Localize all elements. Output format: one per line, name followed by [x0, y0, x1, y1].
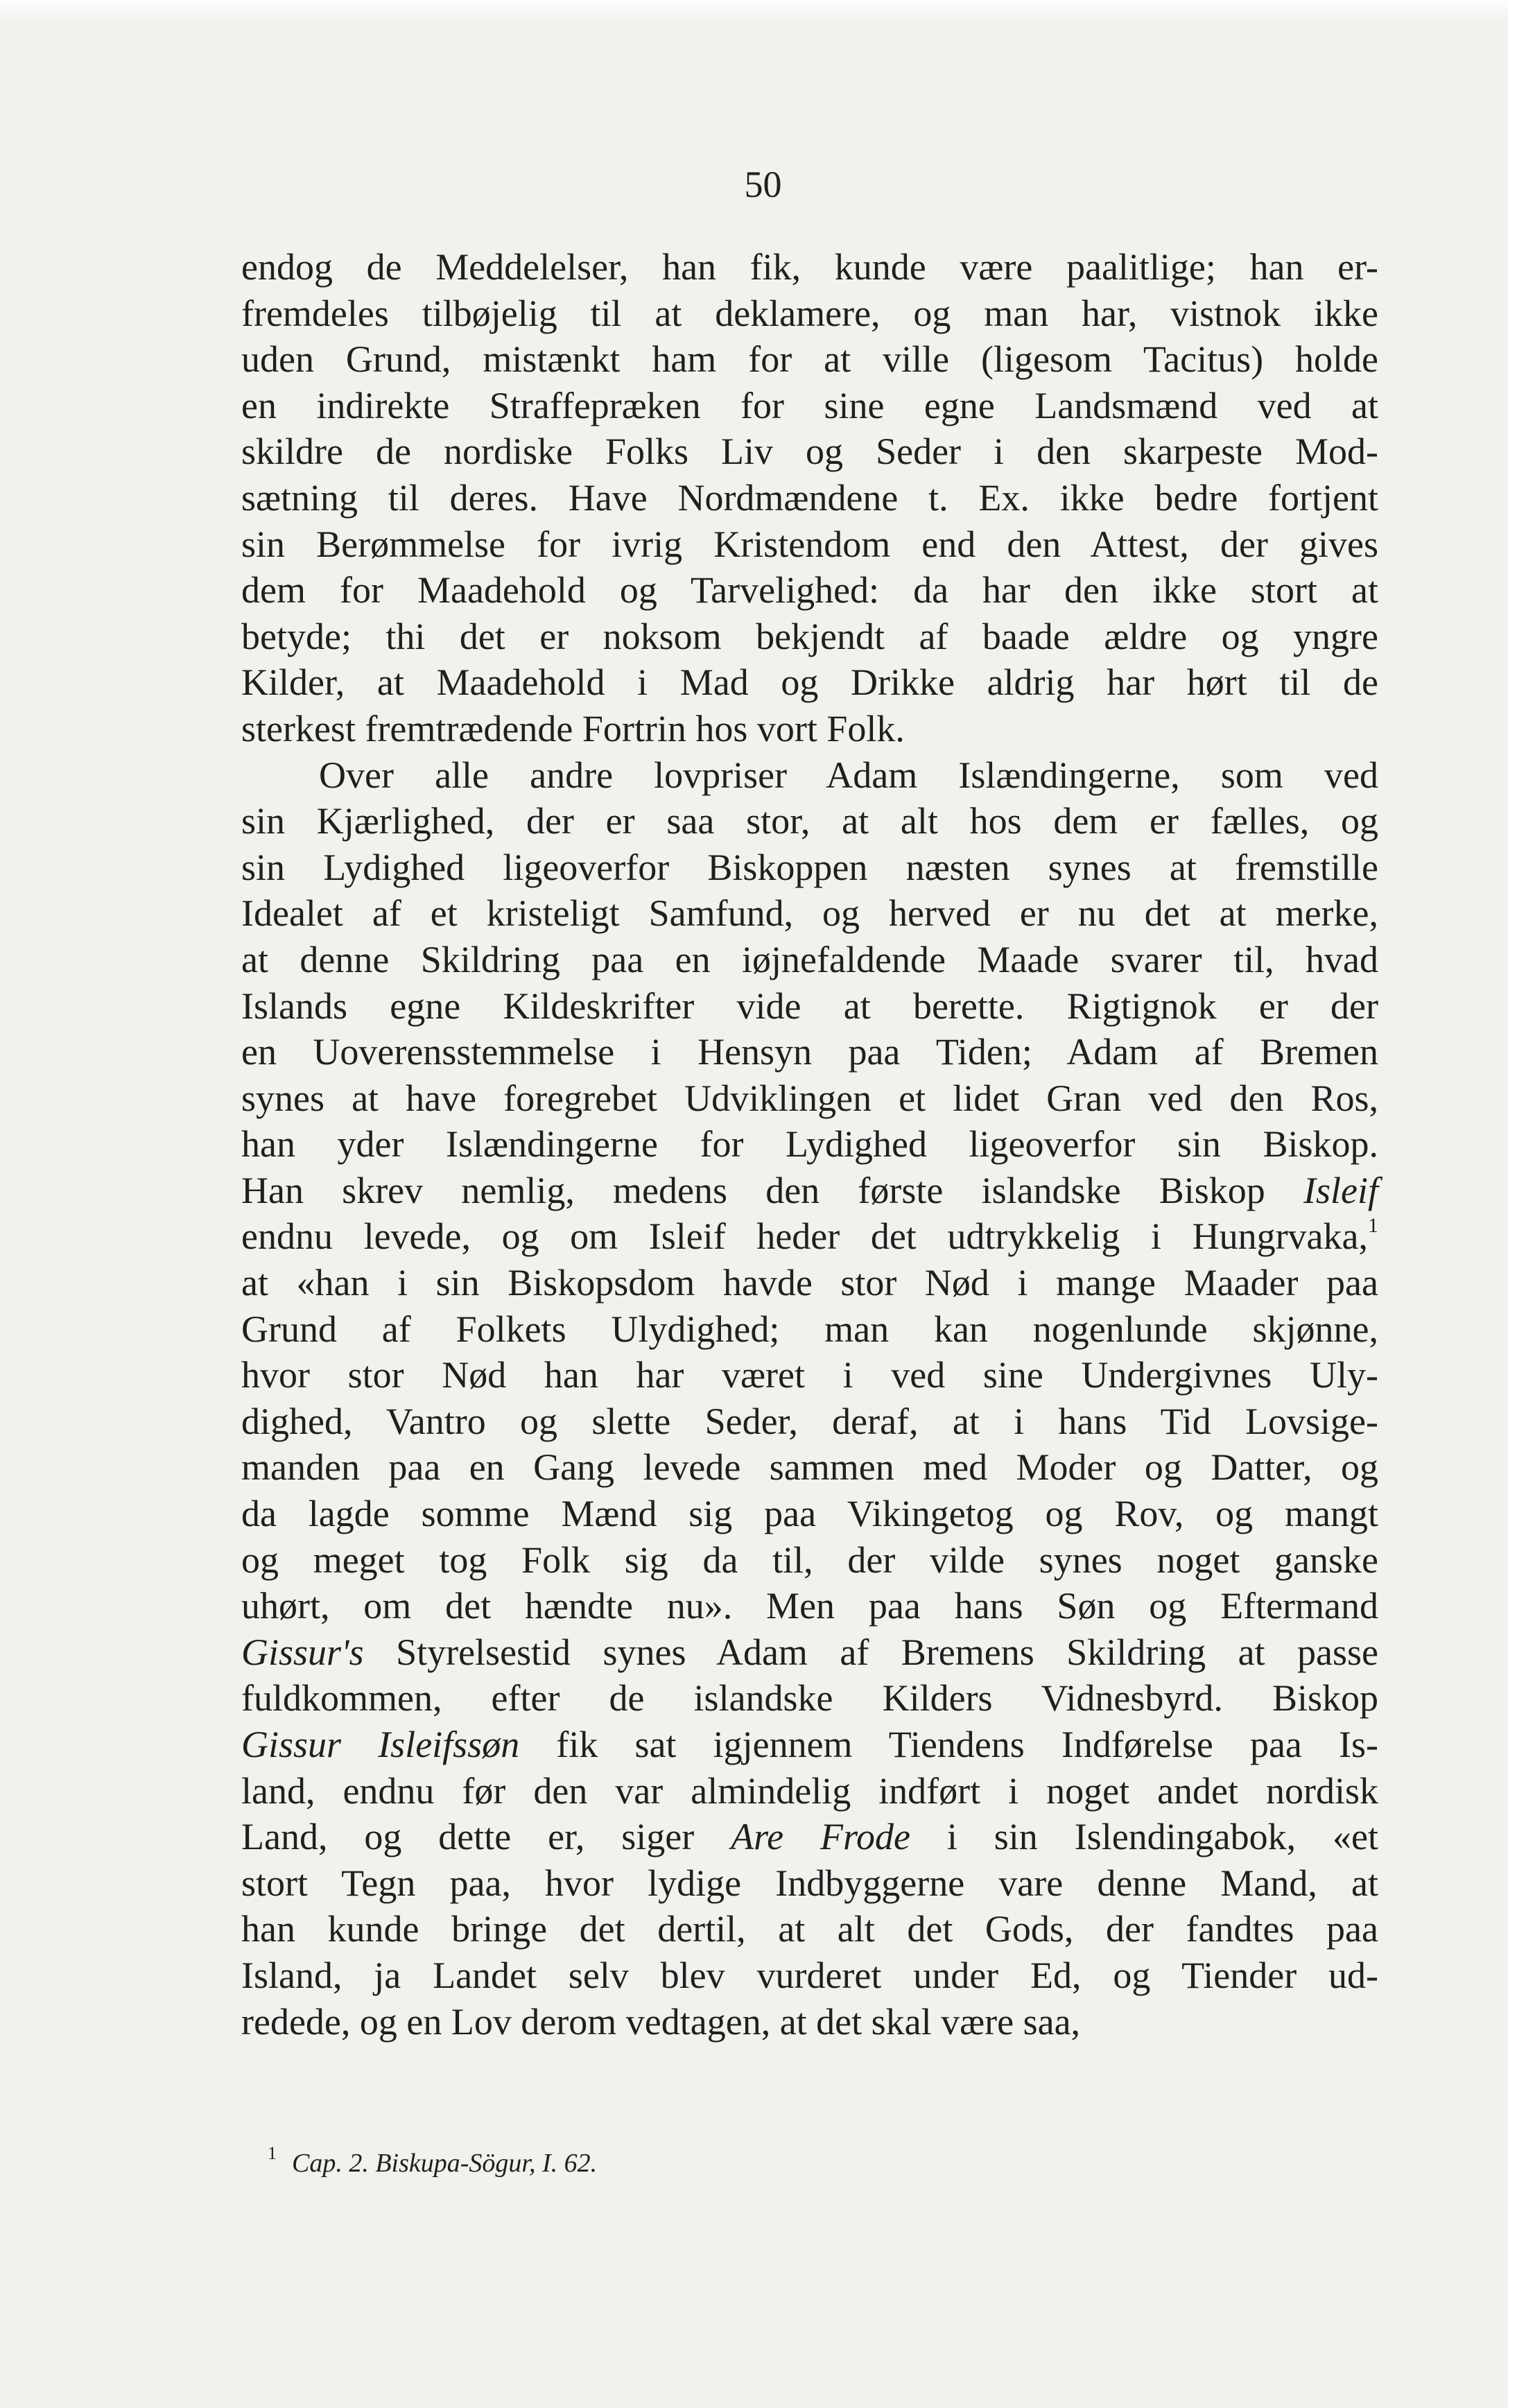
text-line: skildre de nordiske Folks Liv og Seder i den skarpeste Mod-: [241, 431, 1378, 473]
italic-name: Gissur's: [241, 1631, 364, 1673]
footnote-marker: 1: [1368, 1214, 1378, 1238]
text-line: en Uoverensstemmelse i Hensyn paa Tiden; Adam af Bremen: [241, 1031, 1378, 1073]
text-line: sterkest fremtrædende Fortrin hos vort Folk.: [241, 707, 905, 750]
page-top-edge: [0, 0, 1526, 21]
text-line: sætning til deres. Have Nordmændene t. Ex. ikke bedre fortjent: [241, 476, 1378, 519]
text-line: uhørt, om det hændte nu». Men paa hans Søn og Eftermand: [241, 1585, 1378, 1627]
footnote: [268, 2143, 598, 2181]
page-right-edge: [1508, 0, 1526, 2408]
text-span: fik sat igjennem Tiendens Indførelse paa Is-: [556, 1724, 1379, 1765]
text-line: han yder Islændingerne for Lydighed ligeoverfor sin Biskop.: [241, 1123, 1378, 1166]
text-span: Land, og dette er, siger: [241, 1816, 695, 1858]
text-line: [241, 1168, 1378, 1214]
italic-name: Are Frode: [731, 1816, 910, 1858]
text-line: sin Berømmelse for ivrig Kristendom end den Attest, der gives: [241, 523, 1378, 565]
text-line: sin Kjærlighed, der er saa stor, at alt hos dem er fælles, og: [241, 800, 1378, 842]
body-text: [241, 244, 1378, 2045]
text-line: [241, 1722, 1378, 1768]
text-line: en indirekte Straffepræken for sine egne Landsmænd ved at: [241, 384, 1378, 426]
text-line: stort Tegn paa, hvor lydige Indbyggerne vare denne Mand, at: [241, 1862, 1378, 1904]
text-line: fremdeles tilbøjelig til at deklamere, og man har, vistnok ikke: [241, 292, 1378, 334]
text-line: at denne Skildring paa en iøjnefaldende Maade svarer til, hvad: [241, 938, 1378, 980]
text-line: dem for Maadehold og Tarvelighed: da har den ikke stort at: [241, 569, 1378, 612]
text-line: [241, 1814, 1378, 1860]
text-span: Han skrev nemlig, medens den første islandske Biskop: [241, 1169, 1265, 1211]
text-line: dighed, Vantro og slette Seder, deraf, at i hans Tid Lovsige-: [241, 1400, 1378, 1442]
text-line: endog de Meddelelser, han fik, kunde være paalitlige; han er-: [241, 246, 1378, 288]
text-span: Styrelsestid synes Adam af Bremens Skildring at passe: [396, 1631, 1379, 1673]
text-line: Over alle andre lovpriser Adam Islændingerne, som ved: [319, 754, 1378, 796]
text-line: Islands egne Kildeskrifter vide at berette. Rigtignok er der: [241, 985, 1378, 1027]
text-line: han kunde bringe det dertil, at alt det Gods, der fandtes paa: [241, 1908, 1378, 1950]
text-line: Island, ja Landet selv blev vurderet under Ed, og Tiender ud-: [241, 1954, 1378, 1996]
text-line: fuldkommen, efter de islandske Kilders Vidnesbyrd. Biskop: [241, 1677, 1378, 1720]
italic-name: Gissur Isleifssøn: [241, 1724, 520, 1765]
text-line: sin Lydighed ligeoverfor Biskoppen næsten synes at fremstille: [241, 846, 1378, 888]
text-line: hvor stor Nød han har været i ved sine Undergivnes Uly-: [241, 1354, 1378, 1396]
text-line: betyde; thi det er noksom bekjendt af baade ældre og yngre: [241, 615, 1378, 657]
footnote-text: Cap. 2. Biskupa-Sögur, I. 62.: [292, 2149, 598, 2178]
text-line: Grund af Folkets Ulydighed; man kan nogenlunde skjønne,: [241, 1308, 1378, 1350]
text-line: uden Grund, mistænkt ham for at ville (ligesom Tacitus) holde: [241, 338, 1378, 381]
text-line: at «han i sin Biskopsdom havde stor Nød i mange Maader paa: [241, 1262, 1378, 1304]
text-line: Kilder, at Maadehold i Mad og Drikke aldrig har hørt til de: [241, 661, 1378, 704]
text-span: i sin Islendingabok, «et: [946, 1816, 1379, 1858]
text-line: og meget tog Folk sig da til, der vilde synes noget ganske: [241, 1539, 1378, 1581]
text-line: redede, og en Lov derom vedtagen, at det skal være saa,: [241, 2000, 1081, 2043]
text-line: [241, 1629, 1378, 1676]
text-span: endnu levede, og om Isleif heder det udtrykkelig i Hungrvaka,: [241, 1215, 1368, 1258]
text-line: Idealet af et kristeligt Samfund, og herved er nu det at merke,: [241, 892, 1378, 935]
text-line: da lagde somme Mænd sig paa Vikingetog og Rov, og mangt: [241, 1493, 1378, 1535]
text-line: synes at have foregrebet Udviklingen et lidet Gran ved den Ros,: [241, 1077, 1378, 1119]
italic-name: Isleif: [1303, 1169, 1378, 1211]
page-number: 50: [744, 164, 782, 205]
text-line: manden paa en Gang levede sammen med Moder og Datter, og: [241, 1446, 1378, 1489]
text-line: land, endnu før den var almindelig indført i noget andet nordisk: [241, 1769, 1378, 1812]
text-line: [241, 1213, 1378, 1260]
footnote-number: 1: [268, 2143, 277, 2163]
